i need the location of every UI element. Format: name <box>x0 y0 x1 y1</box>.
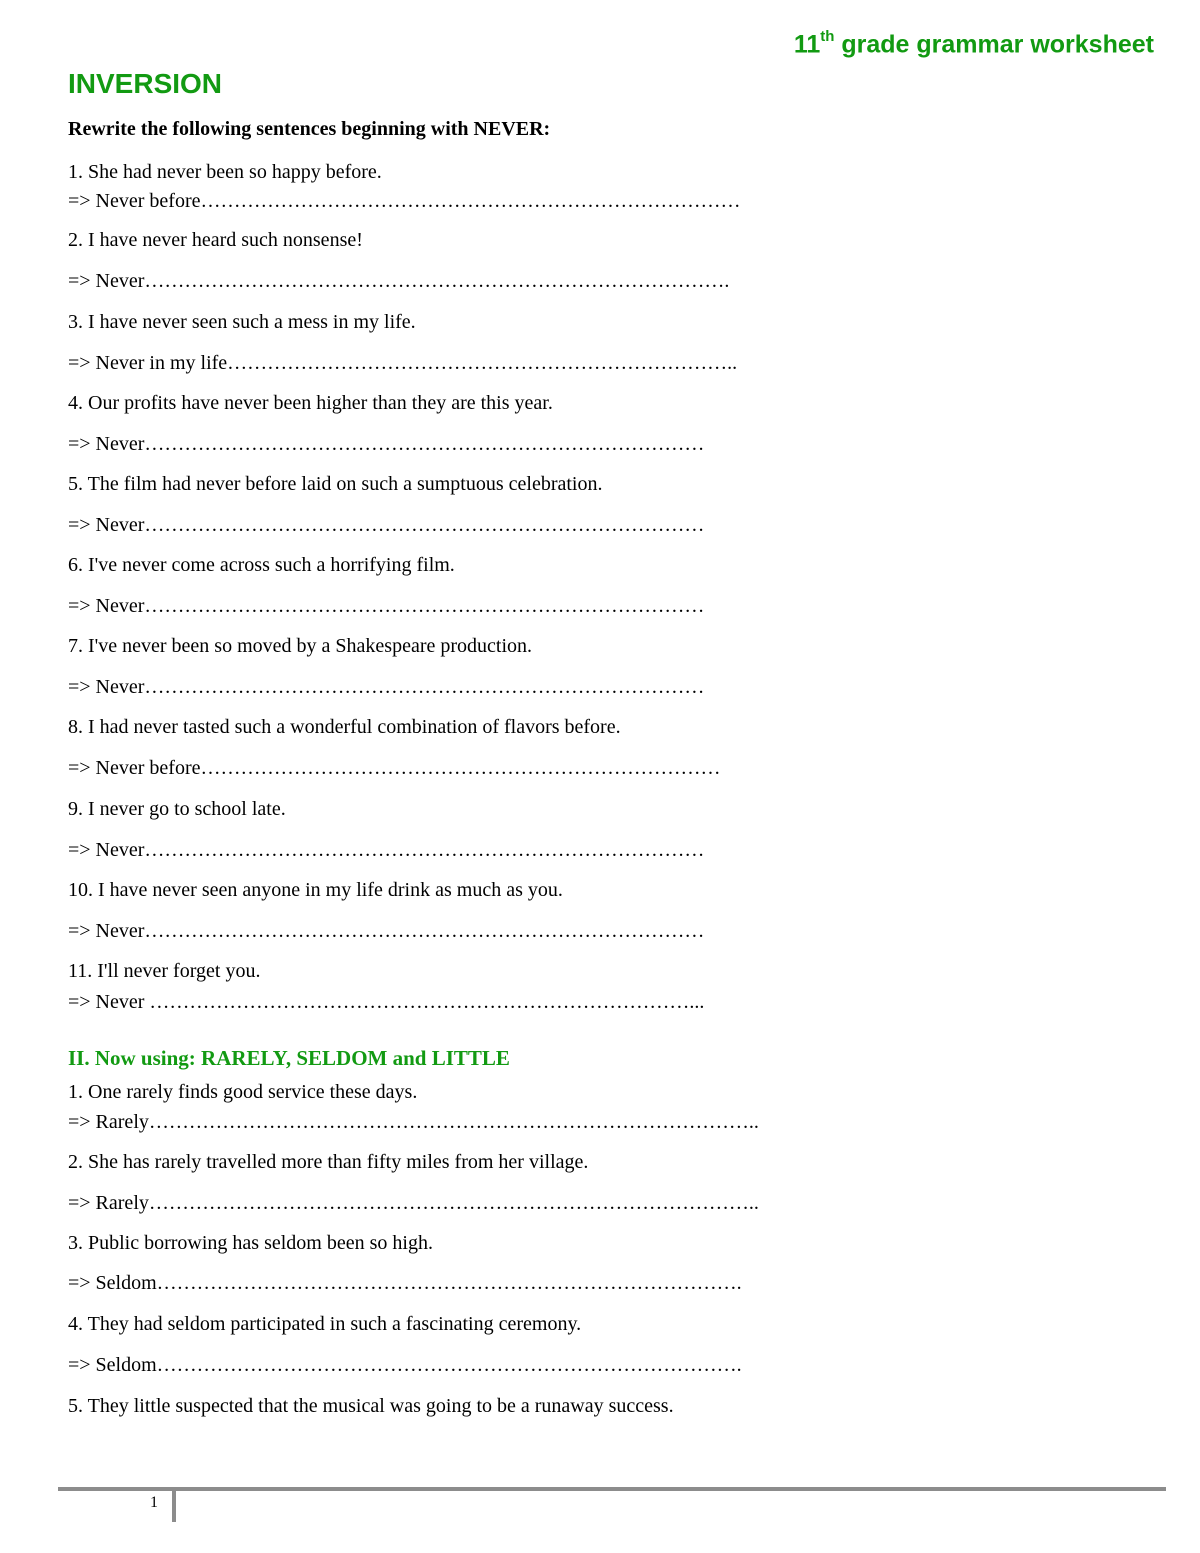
grade-number: 11 <box>793 30 821 59</box>
part2-question-4: 4. They had seldom participated in such a fascinating ceremony. <box>68 1313 582 1335</box>
part1-question-3: 3. I have never seen such a mess in my life. <box>68 311 416 333</box>
part1-question-7: 7. I've never been so moved by a Shakespeare production. <box>68 635 533 657</box>
part1-question-1: 1. She had never been so happy before. <box>68 161 382 183</box>
part1-question-11: 11. I'll never forget you. <box>68 960 261 982</box>
part1-question-4: 4. Our profits have never been higher than they are this year. <box>68 392 553 414</box>
part1-answer-1: => Never before……………………………………………………………………… <box>68 190 741 212</box>
part2-answer-1: => Rarely……………………………………………………………………………….. <box>68 1111 759 1133</box>
part2-answer-4: => Seldom……………………………………………………………………………. <box>68 1354 742 1376</box>
part1-answer-11: => Never ………………………………………………………………………... <box>68 991 705 1013</box>
part2-question-5: 5. They little suspected that the musical was going to be a runaway success. <box>68 1395 674 1417</box>
part1-answer-7: => Never………………………………………………………………………… <box>68 676 705 698</box>
part1-answer-10: => Never………………………………………………………………………… <box>68 920 705 942</box>
part1-answer-9: => Never………………………………………………………………………… <box>68 839 705 861</box>
title-rest: grade grammar worksheet <box>834 30 1154 59</box>
grade-suffix: th <box>820 28 835 45</box>
worksheet-title <box>794 30 1154 59</box>
part2-question-2: 2. She has rarely travelled more than fifty miles from her village. <box>68 1151 589 1173</box>
part1-answer-6: => Never………………………………………………………………………… <box>68 595 705 617</box>
part1-question-6: 6. I've never come across such a horrifying film. <box>68 554 455 576</box>
part1-answer-5: => Never………………………………………………………………………… <box>68 514 705 536</box>
part2-answer-2: => Rarely……………………………………………………………………………….. <box>68 1192 759 1214</box>
part2-answer-3: => Seldom……………………………………………………………………………. <box>68 1272 742 1294</box>
instruction-text: Rewrite the following sentences beginning with NEVER: <box>68 118 551 140</box>
part2-question-3: 3. Public borrowing has seldom been so high. <box>68 1232 433 1254</box>
page-number: 1 <box>150 1494 158 1511</box>
part1-question-8: 8. I had never tasted such a wonderful combination of flavors before. <box>68 716 621 738</box>
part1-question-9: 9. I never go to school late. <box>68 798 286 820</box>
topic-heading: INVERSION <box>68 68 223 99</box>
footer-tick <box>172 1488 176 1522</box>
part1-question-2: 2. I have never heard such nonsense! <box>68 229 363 251</box>
part1-question-5: 5. The film had never before laid on such a sumptuous celebration. <box>68 473 603 495</box>
section2-heading: II. Now using: RARELY, SELDOM and LITTLE <box>68 1046 510 1070</box>
part1-answer-8: => Never before…………………………………………………………………… <box>68 757 721 779</box>
part1-answer-3: => Never in my life………………………………………………………………….. <box>68 352 738 374</box>
part1-answer-2: => Never……………………………………………………………………………. <box>68 270 730 292</box>
part2-question-1: 1. One rarely finds good service these days. <box>68 1081 418 1103</box>
part1-question-10: 10. I have never seen anyone in my life drink as much as you. <box>68 879 563 901</box>
footer-divider <box>58 1487 1166 1491</box>
part1-answer-4: => Never………………………………………………………………………… <box>68 433 705 455</box>
